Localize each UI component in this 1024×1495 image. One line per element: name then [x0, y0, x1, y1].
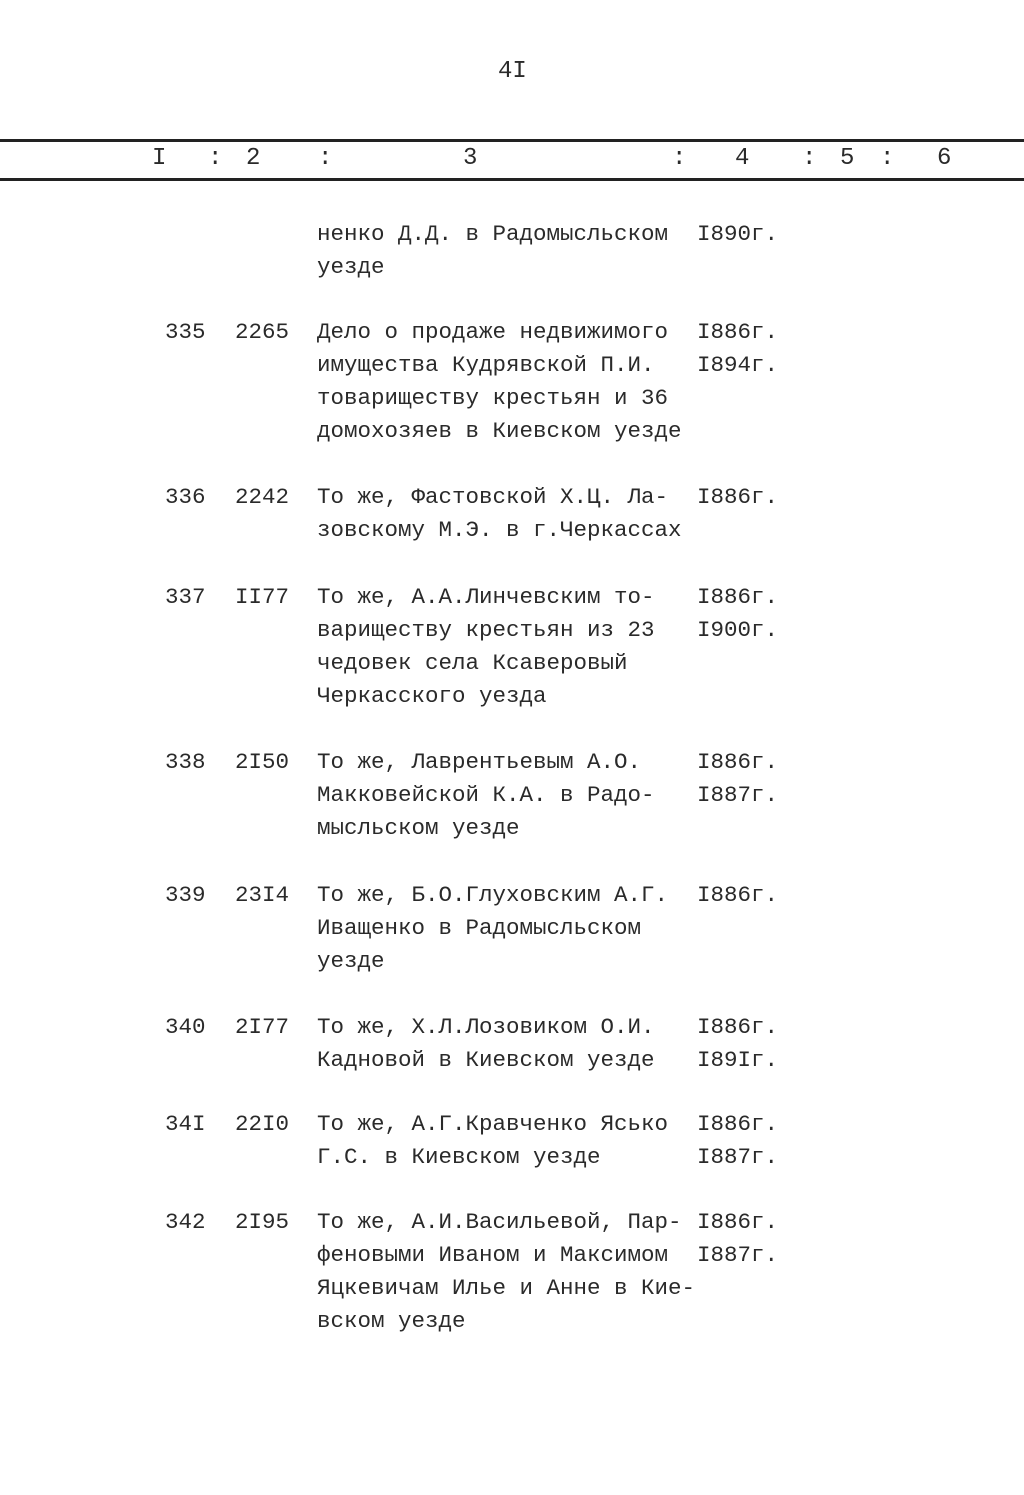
description-line: Г.С. в Киевском уезде	[317, 1144, 601, 1170]
dates	[697, 481, 778, 514]
column-header	[0, 145, 1024, 175]
description-line: уезде	[317, 948, 385, 974]
item-number: 335	[165, 319, 206, 345]
dates	[697, 879, 778, 912]
description-line: имущества Кудрявской П.И.	[317, 352, 655, 378]
file-number: 2265	[235, 319, 290, 345]
item-number: 339	[165, 882, 206, 908]
item-number: 342	[165, 1209, 206, 1235]
item-number: 338	[165, 749, 206, 775]
description-line: феновыми Иваном и Максимом	[317, 1242, 669, 1268]
dates	[697, 218, 778, 251]
dates	[697, 1011, 778, 1077]
description-line: Яцкевичам Илье и Анне в Кие-	[317, 1275, 696, 1301]
date: I886г.	[697, 1111, 779, 1137]
description-line: товариществу крестьян и 36	[317, 385, 669, 411]
description-line: То же, Фастовской Х.Ц. Ла-	[317, 484, 669, 510]
description	[317, 1108, 668, 1174]
header-col-4: 4	[735, 145, 750, 172]
description-line: То же, А.И.Васильевой, Пар-	[317, 1209, 682, 1235]
date: I886г.	[697, 584, 779, 610]
file-number: 23I4	[235, 882, 290, 908]
description-line: Макковейской К.А. в Радо-	[317, 782, 655, 808]
dates	[697, 746, 778, 812]
description	[317, 316, 682, 448]
description-line: То же, Лаврентьевым А.О.	[317, 749, 642, 775]
description-line: вариществу крестьян из 23	[317, 617, 655, 643]
description	[317, 1011, 655, 1077]
description-line: Дело о продаже недвижимого	[317, 319, 669, 345]
description-line: Черкасского уезда	[317, 683, 547, 709]
item-number: 337	[165, 584, 206, 610]
description	[317, 481, 682, 547]
date: I887г.	[697, 1242, 779, 1268]
description-line: То же, Х.Л.Лозовиком О.И.	[317, 1014, 655, 1040]
dates	[697, 1206, 778, 1272]
description-line: Кадновой в Киевском уезде	[317, 1047, 655, 1073]
header-col-6: 6	[937, 145, 952, 172]
date: I887г.	[697, 1144, 779, 1170]
header-sep: :	[318, 145, 333, 172]
dates	[697, 316, 778, 382]
date: I886г.	[697, 749, 779, 775]
description-line: То же, А.А.Линчевским то-	[317, 584, 655, 610]
date: I886г.	[697, 882, 779, 908]
description-line: ненко Д.Д. в Радомысльском	[317, 221, 669, 247]
description	[317, 1206, 695, 1338]
date: I887г.	[697, 782, 779, 808]
header-col-2: 2	[246, 145, 261, 172]
header-col-3: 3	[463, 145, 478, 172]
description-line: Иващенко в Радомысльском	[317, 915, 642, 941]
description-line: мысльском уезде	[317, 815, 520, 841]
date: I894г.	[697, 352, 779, 378]
date: I890г.	[697, 221, 779, 247]
description	[317, 746, 655, 845]
date: I886г.	[697, 319, 779, 345]
item-number: 34I	[165, 1111, 206, 1137]
item-number: 336	[165, 484, 206, 510]
header-sep: :	[802, 145, 817, 172]
description-line: зовскому М.Э. в г.Черкассах	[317, 517, 682, 543]
header-top-rule	[0, 139, 1024, 142]
description-line: домохозяев в Киевском уезде	[317, 418, 682, 444]
header-sep: :	[672, 145, 687, 172]
date: I886г.	[697, 1014, 779, 1040]
description-line: уезде	[317, 254, 385, 280]
description-line: То же, А.Г.Кравченко Ясько	[317, 1111, 669, 1137]
date: I886г.	[697, 1209, 779, 1235]
date: I89Iг.	[697, 1047, 779, 1073]
file-number: 2I95	[235, 1209, 290, 1235]
file-number: 2I77	[235, 1014, 290, 1040]
description	[317, 218, 668, 284]
date: I886г.	[697, 484, 779, 510]
file-number: 22I0	[235, 1111, 290, 1137]
item-number: 340	[165, 1014, 206, 1040]
description-line: вском уезде	[317, 1308, 466, 1334]
description-line: чедовек села Ксаверовый	[317, 650, 628, 676]
header-sep: :	[880, 145, 895, 172]
description	[317, 581, 655, 713]
dates	[697, 581, 778, 647]
description	[317, 879, 668, 978]
file-number: 2242	[235, 484, 290, 510]
dates	[697, 1108, 778, 1174]
header-col-1: I	[152, 145, 167, 172]
header-sep: :	[208, 145, 223, 172]
page-number: 4I	[498, 58, 527, 85]
file-number: II77	[235, 584, 290, 610]
file-number: 2I50	[235, 749, 290, 775]
description-line: То же, Б.О.Глуховским А.Г.	[317, 882, 669, 908]
date: I900г.	[697, 617, 779, 643]
header-col-5: 5	[840, 145, 855, 172]
header-bottom-rule	[0, 178, 1024, 181]
